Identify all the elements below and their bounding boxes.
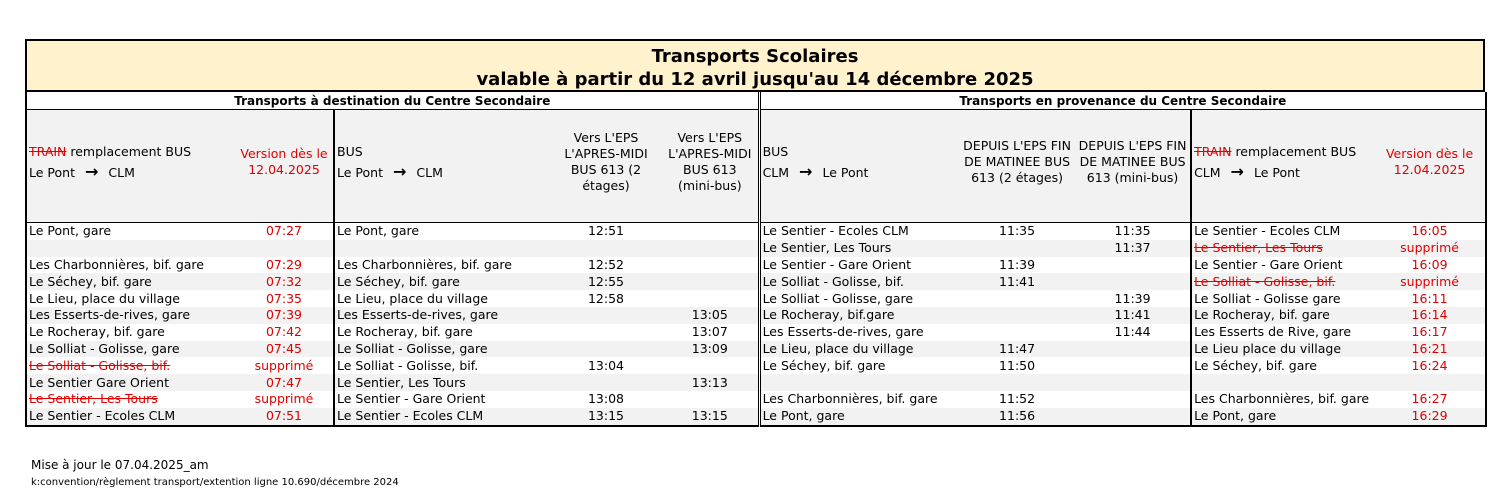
route-to: CLM <box>416 164 443 180</box>
cell-f: Le Sentier, Les Tours <box>759 240 959 257</box>
cell-i: Le Sentier - Ecoles CLM <box>1194 223 1341 239</box>
cell-j: 16:17 <box>1411 324 1448 340</box>
cell-b: 07:29 <box>235 257 334 274</box>
table-row <box>26 324 1486 341</box>
cell-h <box>1075 408 1191 426</box>
table-row <box>26 290 1486 307</box>
cell-i: Les Esserts de Rive, gare <box>1194 324 1352 340</box>
cell-e: 13:15 <box>662 408 759 426</box>
cell-h: 11:44 <box>1075 324 1191 341</box>
cell-j: 16:14 <box>1374 307 1486 324</box>
header-bus-outbound <box>334 110 550 215</box>
cell-h: 11:41 <box>1075 307 1191 324</box>
cell-b <box>235 240 334 257</box>
cell-i: Le Rocheray, bif. gare <box>1191 307 1374 324</box>
header-eps-mini-bus: Vers L'EPS L'APRES-MIDI BUS 613 (mini-bus) <box>662 110 759 215</box>
train-struck-label: TRAIN <box>29 143 67 159</box>
cell-h <box>1075 273 1191 290</box>
cell-f: Les Charbonnières, bif. gare <box>759 391 959 408</box>
cell-a: Les Esserts-de-rives, gare <box>26 307 235 324</box>
cell-h <box>1075 341 1191 358</box>
header-version-inbound: Version dès le 12.04.2025 <box>1374 110 1486 215</box>
cell-g <box>959 374 1075 391</box>
cell-f: Le Sentier - Gare Orient <box>759 257 959 274</box>
cell-f <box>759 374 959 391</box>
cell-j: 16:27 <box>1411 391 1448 407</box>
cell-c: Le Sentier - Ecoles CLM <box>334 408 550 426</box>
cell-f: Le Solliat - Golisse, bif. <box>759 273 959 290</box>
cell-b: 07:45 <box>235 341 334 358</box>
cell-d <box>550 374 662 391</box>
cell-a: Les Charbonnières, bif. gare <box>29 256 204 272</box>
bus-label: BUS <box>337 143 363 159</box>
cell-c: Le Pont, gare <box>337 223 420 239</box>
cell-g <box>959 240 1075 257</box>
cell-a: Le Sentier, Les Tours <box>29 391 158 407</box>
cell-g: 11:50 <box>999 357 1036 373</box>
cell-e <box>662 357 759 374</box>
cell-i: Le Lieu place du village <box>1191 341 1374 358</box>
cell-h <box>1075 357 1191 374</box>
header-matinee-2-etages: DEPUIS L'EPS FIN DE MATINEE BUS 613 (2 étages) <box>959 110 1075 215</box>
cell-f: Le Sentier - Ecoles CLM <box>759 223 959 240</box>
cell-j <box>1374 374 1486 391</box>
cell-g: 11:41 <box>959 273 1075 290</box>
cell-i: Le Solliat - Golisse gare <box>1194 290 1341 306</box>
route-to: CLM <box>108 164 135 180</box>
cell-j: 16:29 <box>1374 408 1486 426</box>
route-from: Le Pont <box>337 164 383 180</box>
cell-c: Les Esserts-de-rives, gare <box>334 307 550 324</box>
header-train-inbound <box>1191 110 1374 215</box>
cell-h: 11:39 <box>1075 290 1191 307</box>
cell-h: 11:37 <box>1075 240 1191 257</box>
header-train-outbound <box>26 110 235 215</box>
route-from: CLM <box>762 164 790 180</box>
cell-b: supprimé <box>235 357 334 374</box>
cell-j: 16:11 <box>1411 290 1448 306</box>
train-struck-label: TRAIN <box>1194 143 1232 159</box>
cell-c: Le Sentier, Les Tours <box>334 374 550 391</box>
cell-b: 07:27 <box>235 223 334 240</box>
cell-j: 16:24 <box>1411 357 1448 373</box>
cell-c: Le Lieu, place du village <box>337 290 488 306</box>
cell-j: supprimé <box>1374 273 1486 290</box>
cell-b: 07:47 <box>235 374 334 391</box>
train-replacement-label: remplacement BUS <box>66 143 192 159</box>
cell-d: 13:15 <box>550 408 662 426</box>
header-version-outbound: Version dès le 12.04.2025 <box>235 110 334 215</box>
cell-h <box>1075 391 1191 408</box>
cell-b: supprimé <box>235 391 334 408</box>
cell-j: 16:05 <box>1411 223 1448 239</box>
cell-g <box>959 324 1075 341</box>
section-outbound: Transports à destination du Centre Secondaire <box>26 92 759 110</box>
cell-d <box>550 324 662 341</box>
table-row <box>26 257 1486 274</box>
cell-f: Les Esserts-de-rives, gare <box>759 324 959 341</box>
cell-c: Les Charbonnières, bif. gare <box>337 256 512 272</box>
cell-d: 12:52 <box>587 256 625 272</box>
cell-c: Le Solliat - Golisse, bif. <box>337 357 479 373</box>
cell-j: supprimé <box>1374 240 1486 257</box>
title-line-2: valable à partir du 12 avril jusqu'au 14 décembre 2025 <box>476 69 1034 90</box>
update-note: Mise à jour le 07.04.2025_am <box>31 458 209 472</box>
table-row <box>26 307 1486 324</box>
bus-label: BUS <box>762 143 789 159</box>
cell-i: Le Pont, gare <box>1191 408 1374 426</box>
cell-a: Le Solliat - Golisse, gare <box>26 341 235 358</box>
cell-e <box>662 273 759 290</box>
cell-e: 13:09 <box>662 341 759 358</box>
cell-f: Le Rocheray, bif.gare <box>759 307 959 324</box>
cell-b: 07:35 <box>235 290 334 307</box>
header-eps-2-etages: Vers L'EPS L'APRES-MIDI BUS 613 (2 étages) <box>550 110 662 215</box>
cell-a: Le Lieu, place du village <box>29 290 180 306</box>
cell-f: Le Lieu, place du village <box>759 341 959 358</box>
cell-d: 12:51 <box>587 223 625 239</box>
cell-h: 11:35 <box>1075 223 1191 240</box>
route-from: Le Pont <box>29 164 75 180</box>
cell-c: Le Rocheray, bif. gare <box>337 324 473 340</box>
cell-d: 12:58 <box>587 290 625 306</box>
header-matinee-mini-bus: DEPUIS L'EPS FIN DE MATINEE BUS 613 (mini-bus) <box>1075 110 1191 215</box>
cell-c <box>334 240 550 257</box>
cell-f: Le Pont, gare <box>759 408 959 426</box>
cell-e <box>662 391 759 408</box>
cell-d: 13:04 <box>587 357 625 373</box>
cell-e <box>662 257 759 274</box>
route-to: Le Pont <box>1253 164 1300 180</box>
arrow-right-icon: → <box>392 161 407 181</box>
cell-c: Le Sentier - Gare Orient <box>337 391 486 407</box>
arrow-right-icon: → <box>1230 161 1244 181</box>
cell-i: Les Charbonnières, bif. gare <box>1194 391 1370 407</box>
title-box <box>25 39 1485 92</box>
cell-a: Le Solliat - Golisse, bif. <box>29 357 171 373</box>
route-to: Le Pont <box>822 164 869 180</box>
cell-e: 13:07 <box>691 324 728 340</box>
cell-d <box>550 240 662 257</box>
cell-g <box>959 290 1075 307</box>
arrow-right-icon: → <box>799 161 813 181</box>
cell-b: 07:39 <box>235 307 334 324</box>
cell-h <box>1075 374 1191 391</box>
cell-g: 11:52 <box>999 391 1036 407</box>
timetable-body <box>26 223 1486 426</box>
cell-g: 11:35 <box>999 223 1036 239</box>
cell-g: 11:47 <box>959 341 1075 358</box>
cell-a: Le Sentier - Ecoles CLM <box>26 408 235 426</box>
train-replacement-label: remplacement BUS <box>1231 143 1357 159</box>
cell-g: 11:56 <box>959 408 1075 426</box>
cell-a: Le Pont, gare <box>29 223 112 239</box>
cell-i: Le Séchey, bif. gare <box>1194 357 1317 373</box>
timetable-sheet <box>25 39 1485 427</box>
arrow-right-icon: → <box>84 161 99 181</box>
cell-i: Le Solliat - Golisse, bif. <box>1191 273 1374 290</box>
cell-a: Le Sentier Gare Orient <box>26 374 235 391</box>
column-header-row <box>26 110 1486 215</box>
section-inbound: Transports en provenance du Centre Secondaire <box>759 92 1486 110</box>
cell-j: 16:21 <box>1374 341 1486 358</box>
cell-d <box>550 341 662 358</box>
title-line-1: Transports Scolaires <box>651 46 859 67</box>
cell-f: Le Séchey, bif. gare <box>759 357 959 374</box>
cell-e: 13:05 <box>662 307 759 324</box>
cell-e <box>662 223 759 240</box>
header-spacer-row <box>26 214 1486 223</box>
cell-e <box>662 290 759 307</box>
cell-a: Le Séchey, bif. gare <box>26 273 235 290</box>
table-row <box>26 240 1486 257</box>
cell-d: 12:55 <box>550 273 662 290</box>
section-header-row <box>26 92 1486 110</box>
cell-j: 16:09 <box>1411 256 1448 272</box>
cell-d: 13:08 <box>587 391 625 407</box>
cell-d <box>550 307 662 324</box>
cell-g <box>959 307 1075 324</box>
cell-c: Le Solliat - Golisse, gare <box>334 341 550 358</box>
table-row <box>26 341 1486 358</box>
table-row <box>26 357 1486 374</box>
cell-a <box>26 240 235 257</box>
header-bus-inbound <box>759 110 959 215</box>
cell-i: Le Sentier, Les Tours <box>1191 240 1374 257</box>
cell-h <box>1075 257 1191 274</box>
cell-i <box>1191 374 1374 391</box>
table-row <box>26 273 1486 290</box>
cell-b: 07:51 <box>235 408 334 426</box>
cell-f: Le Solliat - Golisse, gare <box>759 290 959 307</box>
cell-c: Le Séchey, bif. gare <box>334 273 550 290</box>
cell-i: Le Sentier - Gare Orient <box>1194 256 1343 272</box>
route-from: CLM <box>1194 164 1221 180</box>
cell-a: Le Rocheray, bif. gare <box>29 324 165 340</box>
timetable-table <box>25 92 1487 427</box>
table-row <box>26 391 1486 408</box>
cell-b: 07:32 <box>235 273 334 290</box>
table-row <box>26 408 1486 426</box>
cell-g: 11:39 <box>999 256 1036 272</box>
table-row <box>26 223 1486 240</box>
table-row <box>26 374 1486 391</box>
cell-e: 13:13 <box>662 374 759 391</box>
file-path-note: k:convention/règlement transport/extention ligne 10.690/décembre 2024 <box>31 477 399 488</box>
cell-e <box>662 240 759 257</box>
cell-b: 07:42 <box>235 324 334 341</box>
